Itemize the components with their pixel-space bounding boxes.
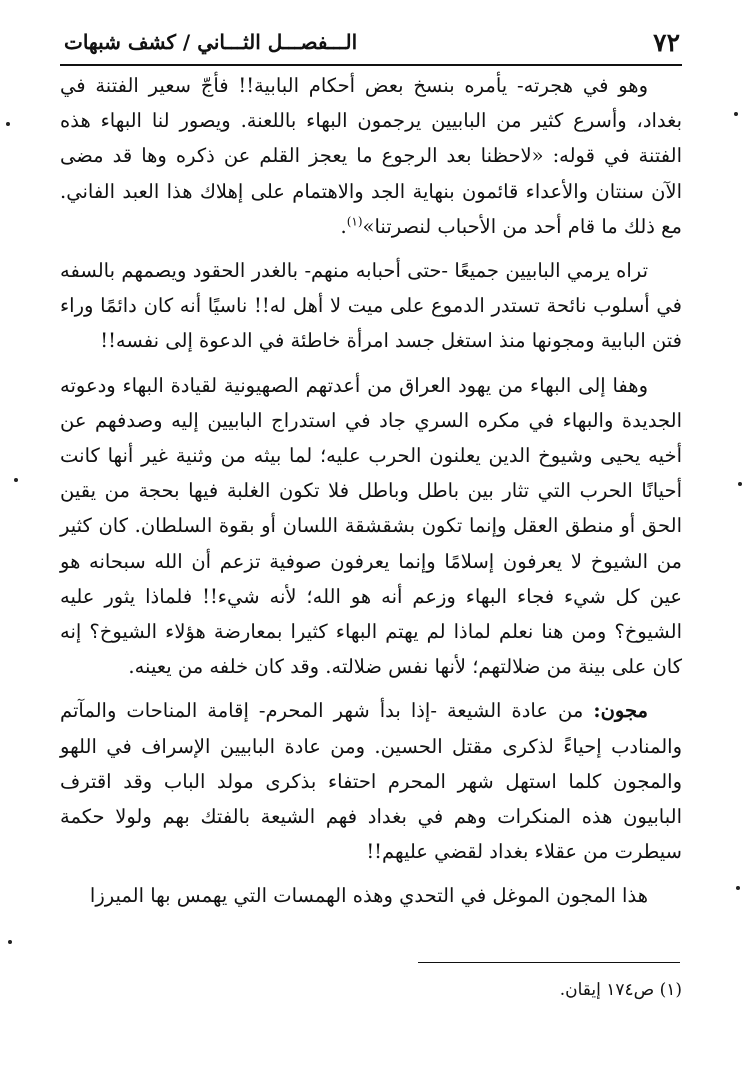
paragraph-1-end: . (340, 214, 347, 238)
footnote-reference[interactable]: (١) (346, 214, 363, 229)
paragraph-4-text: من عادة الشيعة -إذا بدأ شهر المحرم- إقامة المناحات والمآتم والمنادب إحياءً لذكرى مقتل الحسين. ومن عادة البابيين الإسراف في اللهو والمجون كلما استهل شهر المحرم احتفاء بذكرى مولد الباب وقد اقترف البابيون هذه المنكرات وهم في بغداد فهم الشيعة بالفتك بهم ولولا حكمة سيطرت من عقلاء بغداد لقضي عليهم!! (60, 699, 682, 864)
footnote: (١) ص١٧٤ إيقان. (559, 980, 682, 1000)
paragraph-3: وهفا إلى البهاء من يهود العراق من أعدتهم الصهيونية لقيادة البهاء ودعوته الجديدة والبهاء في مكره السري جاد في استدراج البابيين إليه وصدفهم عن أخيه يحيى وشيوخ الدين يعلنون الحرب عليه؛ لما بيثه من وثنية غير أنها كانت أحيانًا الحرب التي تثار بين باطل وباطل فلا تكون الغلبة فيها بحجة من يقين الحق أو منطق العقل وإنما تكون بشقشقة اللسان أو بقوة السلطان. كان كثير من الشيوخ لا يعرفون إسلامًا وإنما يعرفون صوفية تزعم أن الله سبحانه هو عين كل شيء فجاء البهاء وزعم أنه هو الله؛ لأنه شيء!! فلماذا يثور عليه الشيوخ؟ ومن هنا نعلم لماذا لم يهتم البهاء كثيرا بمعارضة هؤلاء الشيوخ؟ إنه كان على بينة من ضلالتهم؛ لأنها نفس ضلالته. وقد كان خلفه من يعينه. (60, 373, 682, 679)
body-text (60, 68, 682, 923)
paragraph-2: تراه يرمي البابيين جميعًا -حتى أحبابه منهم- بالغدر الحقود ويصمهم بالسفه في أسلوب نائحة تستدر الدموع على ميت لا أهل له!! ناسيًا أنه كان دائمًا وراء فتن البابية ومجونها منذ استغل جسد امرأة خاطئة في الدعوة إلى نفسه!! (60, 259, 682, 353)
paragraph-5: هذا المجون الموغل في التحدي وهذه الهمسات التي يهمس بها الميرزا (89, 884, 648, 908)
scan-speck (738, 482, 742, 486)
paragraph-1-text: وهو في هجرته- يأمره بنسخ بعض أحكام البابية!! فأجّ سعير الفتنة في بغداد، وأسرع كثير من البابيين يرجمون البهاء باللعنة. ويصور لنا البهاء هذه الفتنة في قوله: «لاحظنا بعد الرجوع ما يعجز القلم عن ذكره وها قد مضى الآن سنتان والأعداء قائمون بنهاية الجد والاهتمام على إهلاك هذا العبد الفاني. مع ذلك ما قام أحد من الأحباب لنصرتنا» (60, 74, 682, 238)
page-header (60, 26, 680, 62)
header-divider (60, 64, 682, 66)
scan-speck (14, 478, 18, 482)
running-title: الـــفصـــل الثـــاني / كشف شبهات (64, 30, 358, 54)
page-number: ٧٢ (653, 28, 680, 57)
scan-speck (734, 112, 738, 116)
paragraph-4 (60, 693, 682, 869)
scan-speck (736, 886, 740, 890)
scan-speck (8, 940, 12, 944)
scan-speck (6, 122, 10, 126)
paragraph-1 (60, 68, 682, 244)
footnote-divider (418, 962, 680, 963)
section-term: مجون: (593, 699, 648, 723)
